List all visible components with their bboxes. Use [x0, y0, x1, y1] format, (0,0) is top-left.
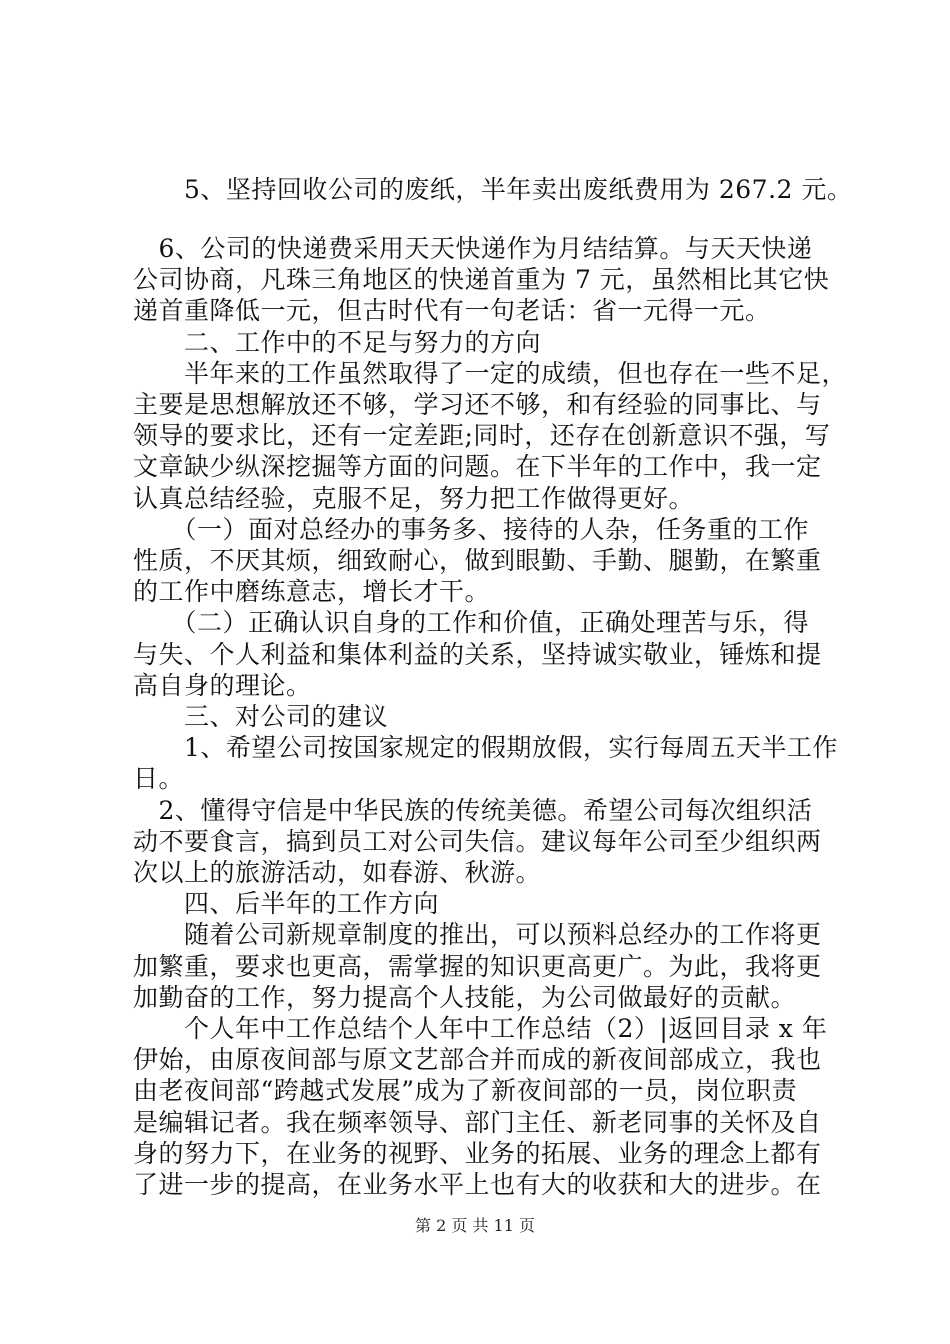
- paragraph-line: 递首重降低一元，但古时代有一句老话：省一元得一元。: [133, 296, 771, 325]
- paragraph-line: 6、公司的快递费采用天天快递作为月结结算。与天天快递: [133, 234, 813, 263]
- paragraph-line: 由老夜间部“跨越式发展”成为了新夜间部的一员，岗位职责: [133, 1076, 798, 1105]
- section-heading: 四、后半年的工作方向: [133, 889, 440, 918]
- page-footer: 第 2 页 共 11 页: [415, 1216, 535, 1235]
- paragraph-line: （一）面对总经办的事务多、接待的人杂，任务重的工作: [133, 515, 810, 544]
- paragraph-line: 的工作中磨练意志，增长才干。: [133, 577, 491, 606]
- paragraph-line: 高自身的理论。: [133, 671, 312, 700]
- paragraph-line: 动不要食言，搞到员工对公司失信。建议每年公司至少组织两: [133, 827, 822, 856]
- paragraph-line: 性质，不厌其烦，细致耐心，做到眼勤、手勤、腿勤，在繁重: [133, 546, 822, 575]
- paragraph-line: 2、懂得守信是中华民族的传统美德。希望公司每次组织活: [133, 796, 813, 825]
- paragraph-line: 与失、个人利益和集体利益的关系，坚持诚实敬业，锤炼和提: [133, 640, 822, 669]
- paragraph-line: 半年来的工作虽然取得了一定的成绩，但也存在一些不足，: [133, 359, 848, 388]
- paragraph-line: 随着公司新规章制度的推出，可以预料总经办的工作将更: [133, 920, 822, 949]
- paragraph-line: 是编辑记者。我在频率领导、部门主任、新老同事的关怀及自: [133, 1108, 822, 1137]
- paragraph-line: 公司协商，凡珠三角地区的快递首重为 7 元，虽然相比其它快: [133, 265, 830, 294]
- paragraph-line: 次以上的旅游活动，如春游、秋游。: [133, 858, 542, 887]
- paragraph-line: 主要是思想解放还不够，学习还不够，和有经验的同事比、与: [133, 390, 822, 419]
- paragraph-line: 5、坚持回收公司的废纸，半年卖出废纸费用为 267.2 元。: [133, 175, 853, 204]
- paragraph-line: 日。: [133, 764, 185, 793]
- paragraph-line: 个人年中工作总结个人年中工作总结（2）|返回目录 x 年: [133, 1014, 828, 1043]
- paragraph-line: 1、希望公司按国家规定的假期放假，实行每周五天半工作: [133, 733, 838, 762]
- paragraph-line: （二）正确认识自身的工作和价值，正确处理苦与乐，得: [133, 608, 810, 637]
- paragraph-line: 加繁重，要求也更高，需掌握的知识更高更广。为此，我将更: [133, 952, 822, 981]
- paragraph-line: 文章缺少纵深挖掘等方面的问题。在下半年的工作中，我一定: [133, 452, 822, 481]
- paragraph-line: 认真总结经验，克服不足，努力把工作做得更好。: [133, 484, 695, 513]
- paragraph-line: 领导的要求比，还有一定差距;同时，还存在创新意识不强，写: [133, 421, 831, 450]
- paragraph-line: 加勤奋的工作，努力提高个人技能，为公司做最好的贡献。: [133, 983, 797, 1012]
- paragraph-line: 了进一步的提高，在业务水平上也有大的收获和大的进步。在: [133, 1170, 822, 1199]
- section-heading: 二、工作中的不足与努力的方向: [133, 328, 542, 357]
- paragraph-line: 伊始，由原夜间部与原文艺部合并而成的新夜间部成立，我也: [133, 1045, 822, 1074]
- paragraph-line: 身的努力下，在业务的视野、业务的拓展、业务的理念上都有: [133, 1139, 822, 1168]
- section-heading: 三、对公司的建议: [133, 702, 389, 731]
